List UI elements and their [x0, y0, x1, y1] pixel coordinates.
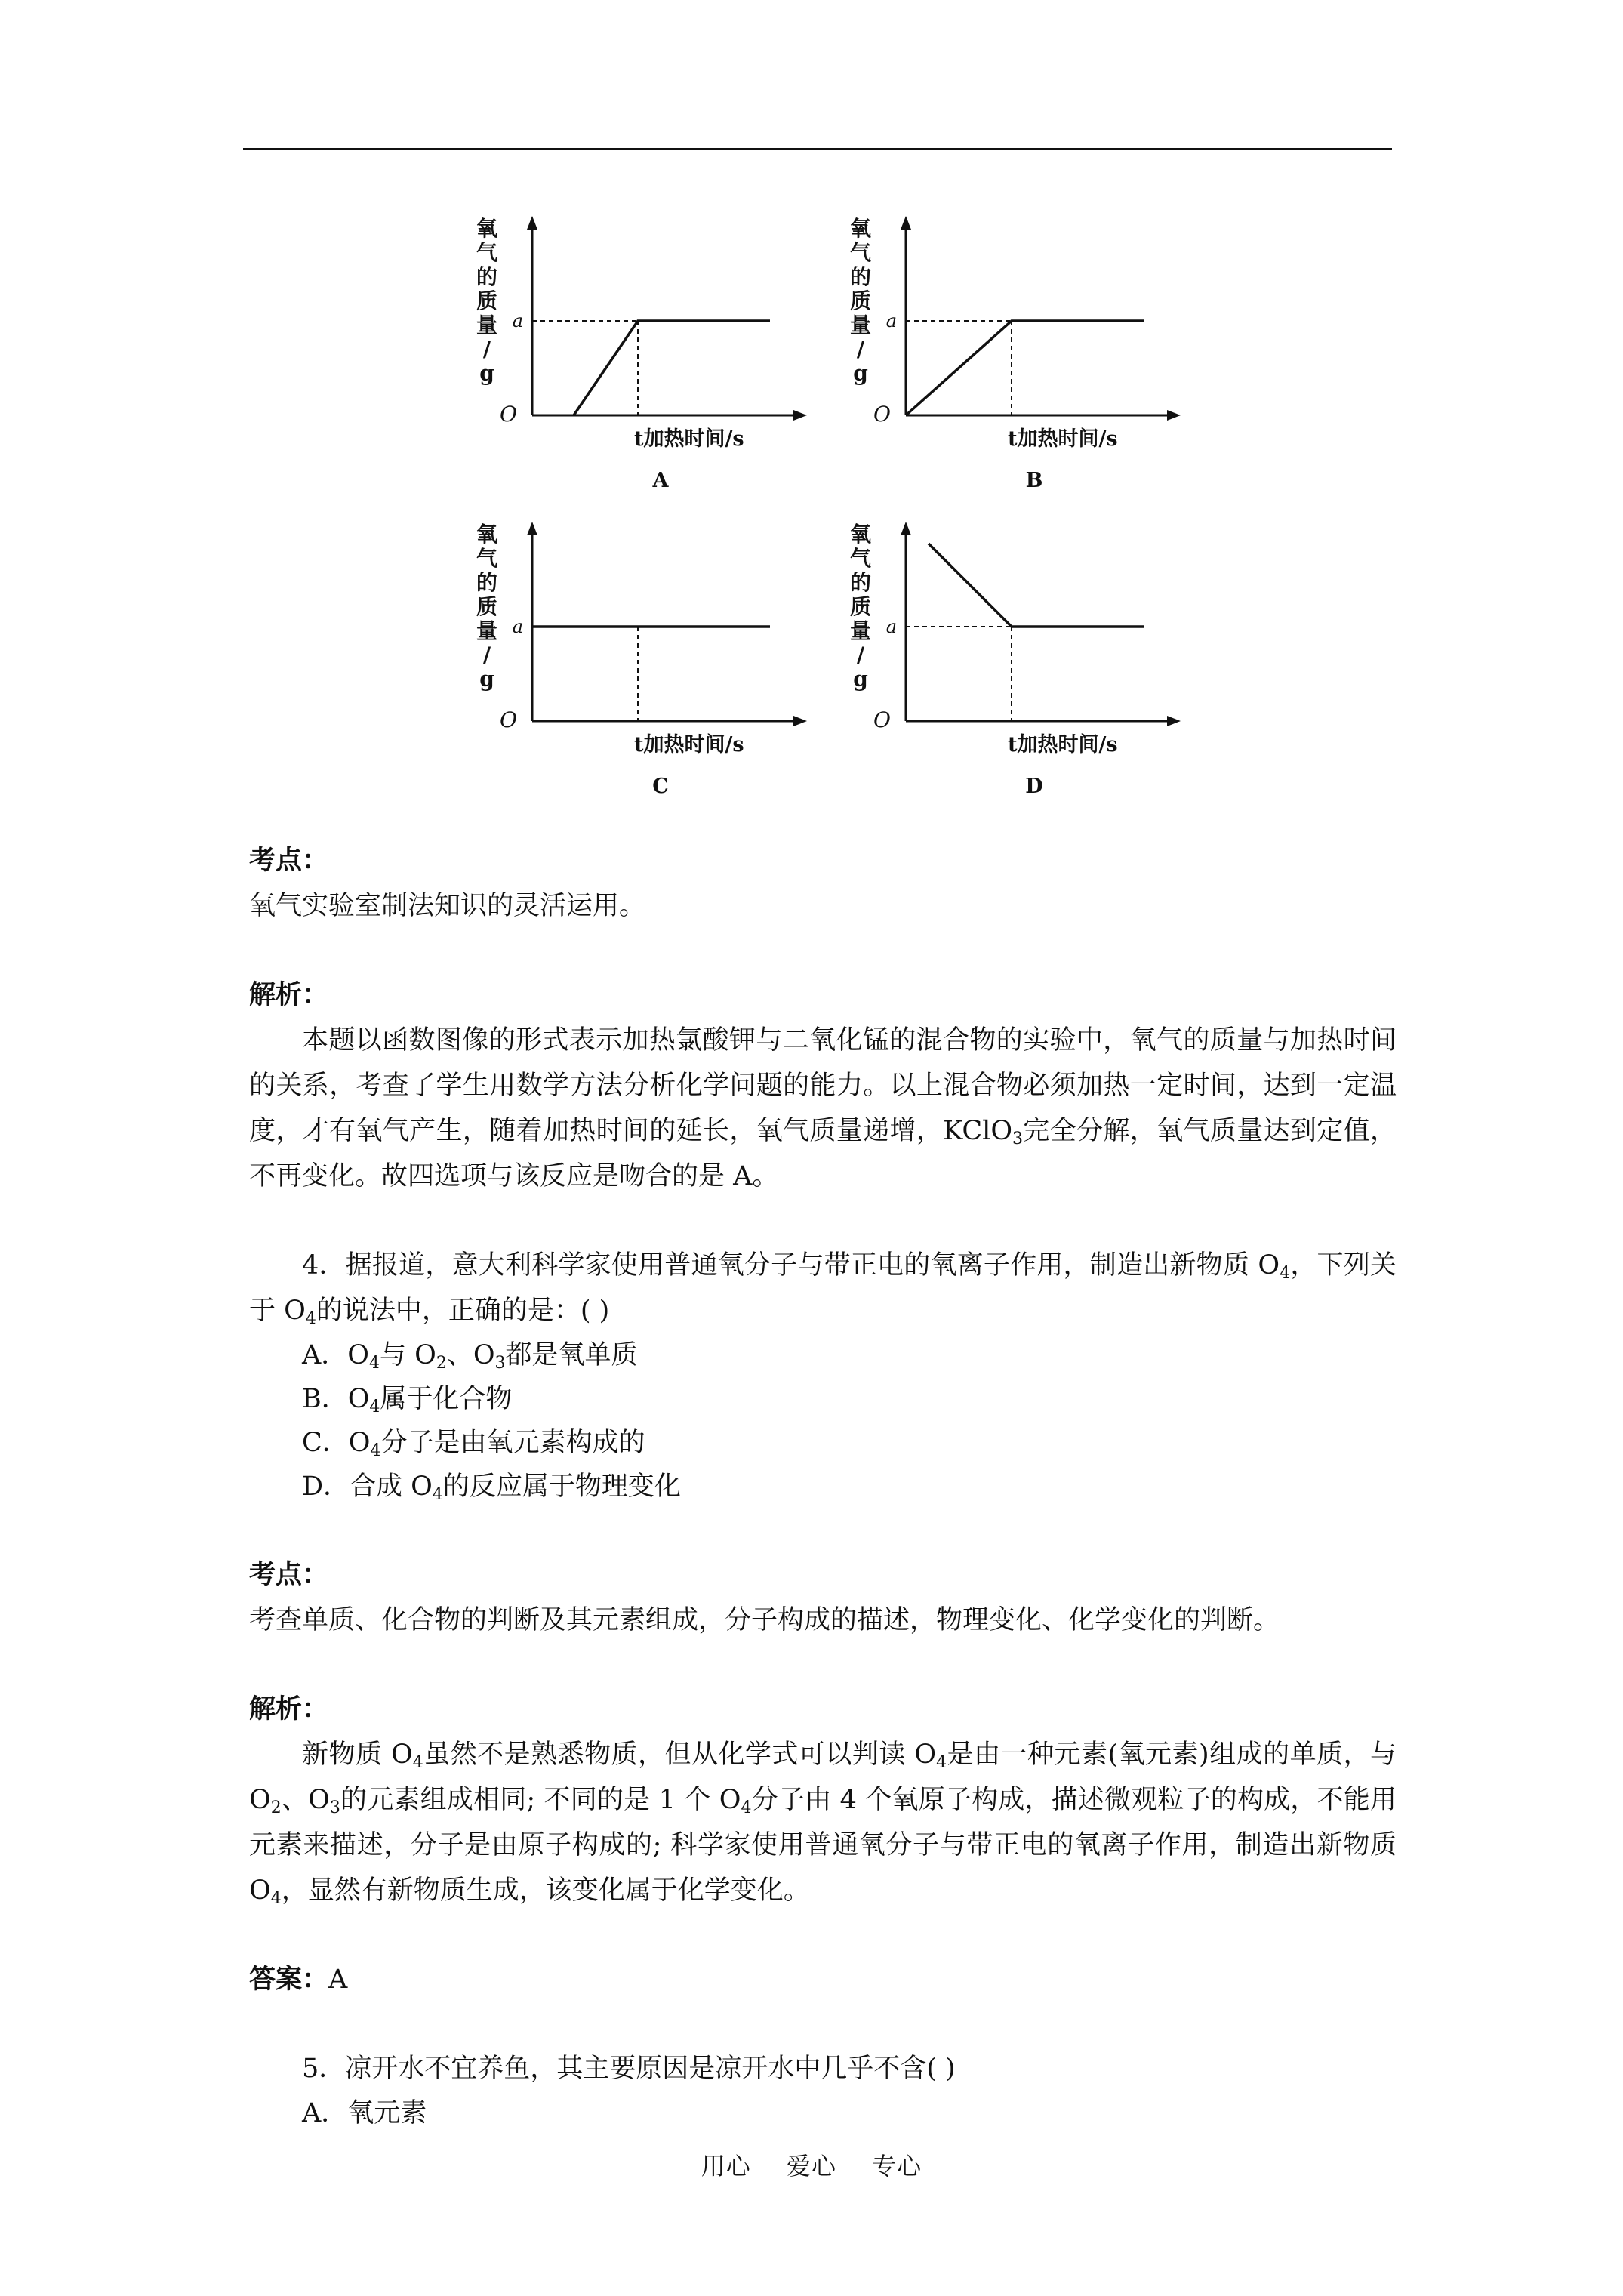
q4-stem: 4．据报道，意大利科学家使用普通氧分子与带正电的氧离子作用，制造出新物质 $O_4$，下列关于 $O_4$的说法中，正确的是：( )	[249, 1250, 1397, 1328]
x-axis-label: t加热时间/s	[1008, 733, 1118, 757]
y-axis-label-char: 量	[849, 313, 872, 337]
y-axis-label-char: 的	[476, 264, 498, 289]
graph-c	[460, 510, 815, 797]
graph-svg	[460, 204, 815, 491]
question-content	[249, 838, 1397, 2135]
y-axis-label-char: 量	[849, 618, 872, 643]
q4-answer: 答案：A	[249, 1964, 348, 1995]
origin-label: O	[873, 402, 891, 427]
y-axis-arrow	[527, 216, 537, 230]
y-axis-label-char: 气	[476, 240, 498, 265]
graph-caption: D	[1025, 775, 1043, 798]
graph-b	[834, 204, 1189, 491]
q4-option-d: D．合成 $O_4$的反应属于物理变化	[302, 1472, 681, 1504]
graph-caption: A	[652, 469, 669, 492]
y-axis-label-char: 的	[849, 264, 872, 289]
y-axis-label-char: /	[856, 337, 865, 362]
origin-label: O	[500, 402, 517, 427]
x-axis-arrow	[1167, 716, 1181, 726]
a-value-label: a	[885, 616, 897, 637]
y-axis-label-char: 质	[849, 594, 872, 619]
a-value-label: a	[512, 310, 523, 331]
footer-word-2: 爱心	[786, 2152, 836, 2180]
y-axis-label-char: /	[856, 643, 865, 667]
y-axis-label-char: 的	[476, 570, 498, 595]
q4-option-a: A．$O_4$与 $O_2$、$O_3$都是氧单质	[302, 1340, 638, 1373]
y-axis-label-char: 气	[849, 240, 872, 265]
y-axis-arrow	[527, 522, 537, 535]
origin-label: O	[873, 707, 891, 732]
oxygen-mass-curve	[574, 321, 770, 415]
oxygen-mass-curve	[906, 321, 1144, 415]
footer-word-1: 用心	[701, 2152, 751, 2180]
graph-caption: B	[1025, 469, 1043, 492]
y-axis-label-char: 氧	[849, 216, 872, 241]
q3-jiexi-text: 本题以函数图像的形式表示加热氯酸钾与二氧化锰的混合物的实验中，氧气的质量与加热时间的关系，考查了学生用数学方法分析化学问题的能力。以上混合物必须加热一定时间，达到一定温度，才有氧气产生，随着加热时间的延长，氧气质量递增，KClO$_3$完全分解，氧气质量达到定值，不再变化。故四选项与该反应是吻合的是 A。	[249, 1025, 1397, 1191]
graph-a	[460, 204, 815, 491]
q3-kaodian-text: 氧气实验室制法知识的灵活运用。	[249, 891, 646, 921]
q4-kaodian-title: 考点：	[249, 1559, 329, 1590]
y-axis-label-char: 的	[849, 570, 872, 595]
graph-svg	[834, 204, 1189, 491]
x-axis-label: t加热时间/s	[634, 733, 744, 757]
header-rule	[243, 148, 1392, 150]
x-axis-arrow	[793, 410, 807, 421]
y-axis-label-char: 氧	[849, 522, 872, 547]
y-axis-label-char: 质	[476, 288, 498, 313]
q4-jiexi-title: 解析：	[249, 1693, 329, 1724]
y-axis-label-char: 量	[476, 313, 498, 337]
y-axis-label-char: 量	[476, 618, 498, 643]
graph-svg	[834, 510, 1189, 797]
x-axis-label: t加热时间/s	[1008, 427, 1118, 451]
q3-kaodian-title: 考点：	[249, 845, 329, 876]
graph-d	[834, 510, 1189, 797]
q4-option-b: B．$O_4$属于化合物	[302, 1384, 513, 1416]
q4-option-c: C．$O_4$分子是由氧元素构成的	[302, 1428, 645, 1460]
origin-label: O	[500, 707, 517, 732]
y-axis-arrow	[901, 522, 911, 535]
y-axis-label-char: g	[479, 361, 494, 386]
y-axis-label-char: /	[482, 643, 491, 667]
graph-caption: C	[652, 775, 669, 798]
y-axis-label-char: g	[479, 667, 494, 692]
y-axis-label-char: 气	[849, 546, 872, 571]
y-axis-label-char: g	[853, 361, 868, 386]
y-axis-label-char: 气	[476, 546, 498, 571]
y-axis-label-char: /	[482, 337, 491, 362]
q5-stem: 5．凉开水不宜养鱼，其主要原因是凉开水中几乎不含( )	[302, 2054, 956, 2084]
y-axis-label-char: g	[853, 667, 868, 692]
q4-kaodian-text: 考查单质、化合物的判断及其元素组成，分子构成的描述，物理变化、化学变化的判断。	[249, 1605, 1280, 1635]
q3-jiexi-title: 解析：	[249, 979, 329, 1010]
footer-word-3: 专心	[872, 2152, 922, 2180]
y-axis-arrow	[901, 216, 911, 230]
x-axis-arrow	[793, 716, 807, 726]
a-value-label: a	[885, 310, 897, 331]
page-footer	[0, 2147, 1623, 2182]
q4-jiexi-text: 新物质 $O_4$虽然不是熟悉物质，但从化学式可以判读 $O_4$是由一种元素(氧元素)组成的单质，与 $O_2$、$O_3$的元素组成相同; 不同的是 1 个 $O_4$分子由 4 个氧原子构成，描述微观粒子的构成，不能用元素来描述，分子是由原子构成的; 科学家使用普通氧分子与带正电的氧离子作用，制造出新物质 $O_4$，显然有新物质生成，该变化属于化学变化。	[249, 1740, 1397, 1908]
y-axis-label-char: 质	[849, 288, 872, 313]
q5-option-a: A．氧元素	[302, 2098, 427, 2128]
y-axis-label-char: 质	[476, 594, 498, 619]
x-axis-label: t加热时间/s	[634, 427, 744, 451]
y-axis-label-char: 氧	[476, 216, 498, 241]
x-axis-arrow	[1167, 410, 1181, 421]
a-value-label: a	[512, 616, 523, 637]
oxygen-mass-curve	[929, 544, 1144, 627]
y-axis-label-char: 氧	[476, 522, 498, 547]
graph-svg	[460, 510, 815, 797]
